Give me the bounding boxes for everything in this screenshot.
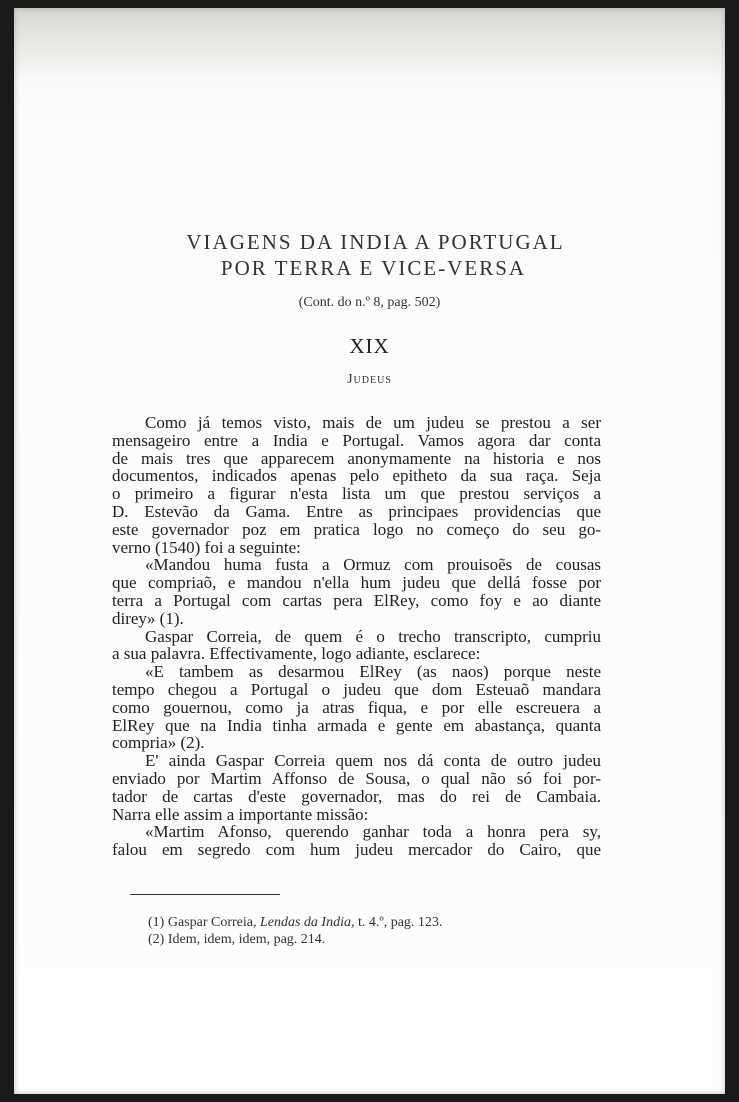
text-line: compria» (2).: [112, 733, 205, 753]
footnote-divider: [130, 894, 280, 895]
text-line: E' ainda Gaspar Correia quem nos dá conta de outro judeu: [145, 751, 601, 771]
text-line: direy» (1).: [112, 608, 184, 628]
text-line: Narra elle assim a importante missão:: [112, 804, 369, 824]
footnote-ref: t. 4.º, pag. 123.: [357, 915, 443, 930]
page-shadow: [14, 8, 725, 78]
text-line: terra a Portugal com cartas pera ElRey, como foy e ao diante: [112, 590, 601, 610]
text-line: Gaspar Correia, de quem é o trecho transcripto, cumpriu: [145, 626, 601, 646]
footnote-author: Gaspar Correia,: [167, 915, 257, 930]
footnote-author: Idem, idem, idem, pag. 214.: [167, 932, 326, 947]
continuation-note: (Cont. do n.º 8, pag. 502): [298, 295, 441, 310]
text-line: que compriaõ, e mandou n'ella hum judeu que dellá fosse por: [112, 573, 601, 593]
footnote-work: Lendas da India,: [259, 915, 355, 930]
body-text: [112, 414, 601, 859]
footnotes: [148, 914, 568, 948]
text-line: D. Estevão da Gama. Entre as principaes providencias que: [112, 501, 601, 521]
footnote-marker: (1): [148, 915, 165, 930]
text-line: falou em segredo com hum judeu mercador do Cairo, que: [112, 840, 601, 860]
text-line: o primeiro a figurar n'esta lista um que prestou serviços a: [112, 484, 601, 504]
article-title-line2: POR TERRA E VICE-VERSA: [220, 256, 527, 280]
text-line: enviado por Martim Affonso de Sousa, o qual não só foi por-: [112, 768, 601, 788]
footnote-marker: (2): [148, 932, 165, 947]
text-line: como gouernou, como ja atras fiqua, e por elle escreuera a: [112, 697, 601, 717]
chapter-number: XIX: [349, 334, 390, 358]
text-line: verno (1540) foi a seguinte:: [112, 537, 301, 557]
text-line: «E tambem as desarmou ElRey (as naos) porque neste: [145, 662, 601, 682]
document-page: [14, 8, 725, 1094]
article-title-line1: VIAGENS DA INDIA A PORTUGAL: [186, 230, 565, 254]
text-line: «Mandou huma fusta a Ormuz com prouisoẽs de cousas: [145, 555, 601, 575]
section-title: Judeus: [347, 372, 392, 387]
text-line: de mais tres que apparecem anonymamente na historia e nos: [112, 448, 601, 468]
footnote-1: [148, 914, 568, 931]
text-line: documentos, indicados apenas pelo epitheto da sua raça. Seja: [112, 466, 601, 486]
text-line: tempo chegou a Portugal o judeu que dom Esteuaõ mandara: [112, 679, 601, 699]
text-line: a sua palavra. Effectivamente, logo adiante, esclarece:: [112, 644, 481, 664]
text-line: mensageiro entre a India e Portugal. Vamos agora dar conta: [112, 430, 601, 450]
text-line: este governador poz em pratica logo no começo do seu go-: [112, 519, 601, 539]
footnote-2: [148, 931, 568, 948]
text-line: «Martim Afonso, querendo ganhar toda a honra pera sy,: [145, 822, 601, 842]
text-line: tador de cartas d'este governador, mas do rei de Cambaia.: [112, 786, 601, 806]
text-line: Como já temos visto, mais de um judeu se prestou a ser: [145, 413, 601, 432]
text-line: ElRey que na India tinha armada e gente em abastança, quanta: [112, 715, 601, 735]
